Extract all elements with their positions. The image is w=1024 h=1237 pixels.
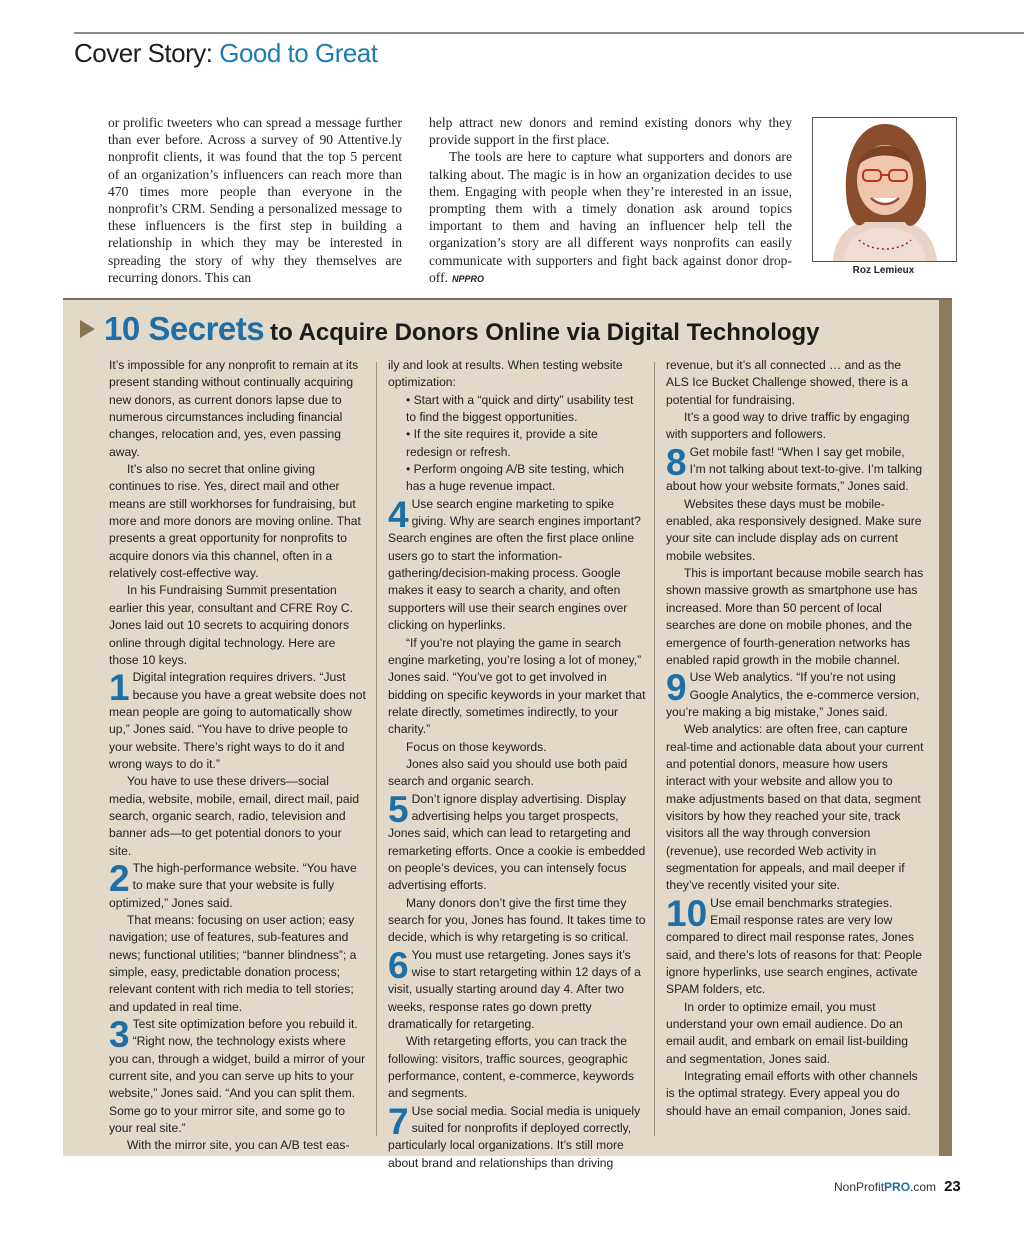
sidebar-paragraph: Jones also said you should use both paid search and organic search. (388, 756, 628, 789)
secret-number: 7 (388, 1100, 409, 1142)
footer-site: NonProfit (834, 1180, 885, 1194)
sidebar-title (104, 310, 820, 348)
secret-number: 8 (666, 441, 687, 483)
footer-site-domain: .com (910, 1180, 937, 1194)
sidebar-paragraph: With the mirror site, you can A/B test eas- (127, 1138, 350, 1153)
secret-number: 5 (388, 788, 409, 830)
section-label: Cover Story: (74, 38, 213, 68)
secret-number: 1 (109, 667, 130, 709)
article-paragraph: The tools are here to capture what supporters and donors are talking about. The magic is in how an organization decides to use them. Engaging with people when they’re interested in an issue, prompting them with a timely donation ask around topics important to them and having an influencer help tell the organization’s story are all different ways nonprofits can easily communicate with supporters and fight back against donor drop-off. NPPRO (429, 149, 792, 285)
secret-number: 6 (388, 944, 409, 986)
secret-9: 9 Use Web analytics. “If you’re not using Google Analytics, the e-commerce version, you’re making a big mistake,” Jones said. (666, 667, 920, 719)
secret-1: 1 Digital integration requires drivers. “Just because you have a great website does not mean people are going to automatically show up,” Jones said. “You have to drive people to your website. There’s right ways to do it and wrong ways to do it.” (109, 667, 366, 771)
sidebar-paragraph: This is important because mobile search has shown massive growth as smartphone use has increased. More than 50 percent of local searches are done on mobile phones, and the emergence of fourth-generation networks has enabled rapid growth in the mobile channel. (666, 566, 924, 667)
secret-number: 3 (109, 1014, 130, 1056)
column-divider (654, 362, 655, 1136)
sidebar-paragraph: In order to optimize email, you must understand your own email audience. Do an email audit, and embark on email list-building and segmentation, Jones said. (666, 999, 908, 1066)
sidebar-paragraph: Many donors don’t give the first time they search for you, Jones has found. It takes time to decide, which is why retargeting is so critical. (388, 895, 646, 945)
sidebar-top-rule (63, 298, 952, 300)
article-paragraph: help attract new donors and remind existing donors why they provide support in the first place. (429, 115, 792, 148)
secret-number: 2 (109, 857, 130, 899)
sidebar-column-3 (666, 357, 924, 1120)
page-footer (834, 1178, 961, 1196)
secret-5: 5 Don’t ignore display advertising. Display advertising helps you target prospects, Jones said, which can lead to retargeting and remarketing efforts. Once a cookie is embedded on people’s devices, you can intensely focus advertising efforts. (388, 788, 646, 893)
bullet-item: • If the site requires it, provide a site redesign or refresh. (406, 427, 598, 459)
bullet-item: • Perform ongoing A/B site testing, which has a huge revenue impact. (406, 462, 625, 494)
sidebar-paragraph: “If you’re not playing the game in search engine marketing, you’re losing a lot of money,” Jones said. “You’ve got to get involved in bidding on specific keywords in your market that relate directly, sometimes indirectly, to your charity.” (388, 635, 646, 737)
sidebar-paragraph: In his Fundraising Summit presentation earlier this year, consultant and CFRE Roy C. Jones laid out 10 secrets to acquiring donors online through digital technology. Here are those 10 keys. (109, 583, 353, 667)
sidebar-paragraph: Integrating email efforts with other channels is the optimal strategy. Every appeal you do should have an email companion, Jones said. (666, 1069, 918, 1118)
sidebar-paragraph: Web analytics: are often free, can capture real-time and actionable data about your current and potential donors, measure how users interact with your website and allow you to make adjustments based on that data, segment visitors by how they reached your site, track visitors all the way through conversion (revenue), use recorded Web activity in segmentation for appeals, and mail deeper if they’ve recently visited your site. (666, 722, 924, 893)
sidebar-edge (939, 298, 952, 1156)
photo-caption: Roz Lemieux (852, 265, 915, 276)
sidebar-paragraph: It’s impossible for any nonprofit to remain at its present standing without continually acquiring new donors, as current donors lapse due to numerous circumstances including financial changes, relocation and, yes, even passing away. (109, 358, 359, 459)
sidebar-paragraph: With retargeting efforts, you can track the following: visitors, traffic sources, geographic performance, content, e-commerce, keywords and segments. (388, 1034, 635, 1101)
sidebar-title-big: 10 Secrets (104, 310, 265, 347)
story-label: Good to Great (219, 38, 378, 68)
play-arrow-icon (80, 320, 95, 338)
secret-3: 3 Test site optimization before you rebuild it. “Right now, the technology exists where you can, through a widget, build a mirror of your current site, and you can serve up hits to your website,” Jones said. “And you can split them. Some go to your mirror site, and some go to your real site.” (109, 1014, 366, 1136)
author-photo (812, 117, 957, 262)
end-mark: NPPRO (452, 273, 485, 284)
sidebar-column-2 (388, 357, 646, 1172)
sidebar-paragraph: revenue, but it’s all connected … and as the ALS Ice Bucket Challenge showed, there is a potential for fundraising. (666, 358, 909, 407)
secret-4: 4 Use search engine marketing to spike giving. Why are search engines important? Search engines are often the first place online users go to start the information-gathering/decision-making process. Google makes it easy to search a charity, and often supporters will use their search engines over clicking on hyperlinks. (388, 493, 641, 633)
article-paragraph: or prolific tweeters who can spread a message further than ever before. Across a survey of 90 Attentive.ly nonprofit clients, it was found that the top 5 percent of an organization’s influencers can reach more than 470 times more people than everyone in the nonprofit’s CRM. Sending a personalized message to these influencers is the first step in building a relationship in which they may be interested in spreading the story of why they themselves are recurring donors. This can (108, 115, 402, 285)
article-column-2 (429, 114, 792, 288)
sidebar-paragraph: That means: focusing on user action; easy navigation; use of features, sub-features and news; functional utilities; “banner blindness”; a simple, easy, predictable donation process; relevant content with rich media to tell stories; and updated in real time. (109, 913, 357, 1014)
section-header (74, 38, 378, 69)
secret-10: 10 Use email benchmarks strategies. Email response rates are very low compared to direct mail response rates, Jones said, and there’s lots of reasons for that: People ignore hyperlinks, use search engines, activate SPAM folders, etc. (666, 892, 922, 997)
page-number: 23 (944, 1178, 961, 1195)
secret-number: 4 (388, 493, 409, 535)
sidebar-paragraph: It’s a good way to drive traffic by engaging with supporters and followers. (666, 410, 910, 442)
bullet-item: • Start with a “quick and dirty” usability test to find the biggest opportunities. (406, 392, 634, 425)
sidebar-paragraph: Focus on those keywords. (406, 739, 547, 754)
sidebar-column-1 (109, 357, 367, 1155)
sidebar-paragraph: Websites these days must be mobile-enabled, aka responsively designed. Make sure your site can include display ads on current mobile websites. (666, 496, 922, 563)
sidebar-paragraph: ily and look at results. When testing website optimization: (388, 358, 623, 390)
sidebar-paragraph: It’s also no secret that online giving continues to rise. Yes, direct mail and other means are still workhorses for fundraising, but more and more donors are moving online. That presents a great opportunity for nonprofits to acquire donors via this channel, often in a relatively cost-effective way. (109, 462, 361, 581)
secret-2: 2 The high-performance website. “You have to make sure that your website is fully optimized,” Jones said. (109, 857, 357, 910)
secret-7: 7 Use social media. Social media is uniquely suited for nonprofits if deployed correctly, particularly local organizations. It’s still more about brand and relationships than driving (388, 1100, 641, 1170)
secret-8: 8 Get mobile fast! “When I say get mobile, I’m not talking about text-to-give. I’m talking about how your website formats,” Jones said. (666, 441, 923, 494)
article-column-1 (108, 114, 402, 286)
sidebar-paragraph: You have to use these drivers—social media, website, mobile, email, direct mail, paid search, organic search, radio, television and banner ads—to get potential donors to your site. (109, 774, 360, 858)
sidebar-title-rest: to Acquire Donors Online via Digital Technology (270, 319, 820, 346)
top-rule (74, 32, 1024, 34)
footer-site-pro: PRO (884, 1180, 911, 1194)
secret-6: 6 You must use retargeting. Jones says it’s wise to start retargeting within 12 days of a visit, usually starting around day 4. After two weeks, response rates go down pretty dramatically for retargeting. (388, 944, 641, 1032)
secret-number: 9 (666, 667, 687, 709)
secret-number: 10 (666, 892, 708, 934)
column-divider (376, 362, 377, 1136)
